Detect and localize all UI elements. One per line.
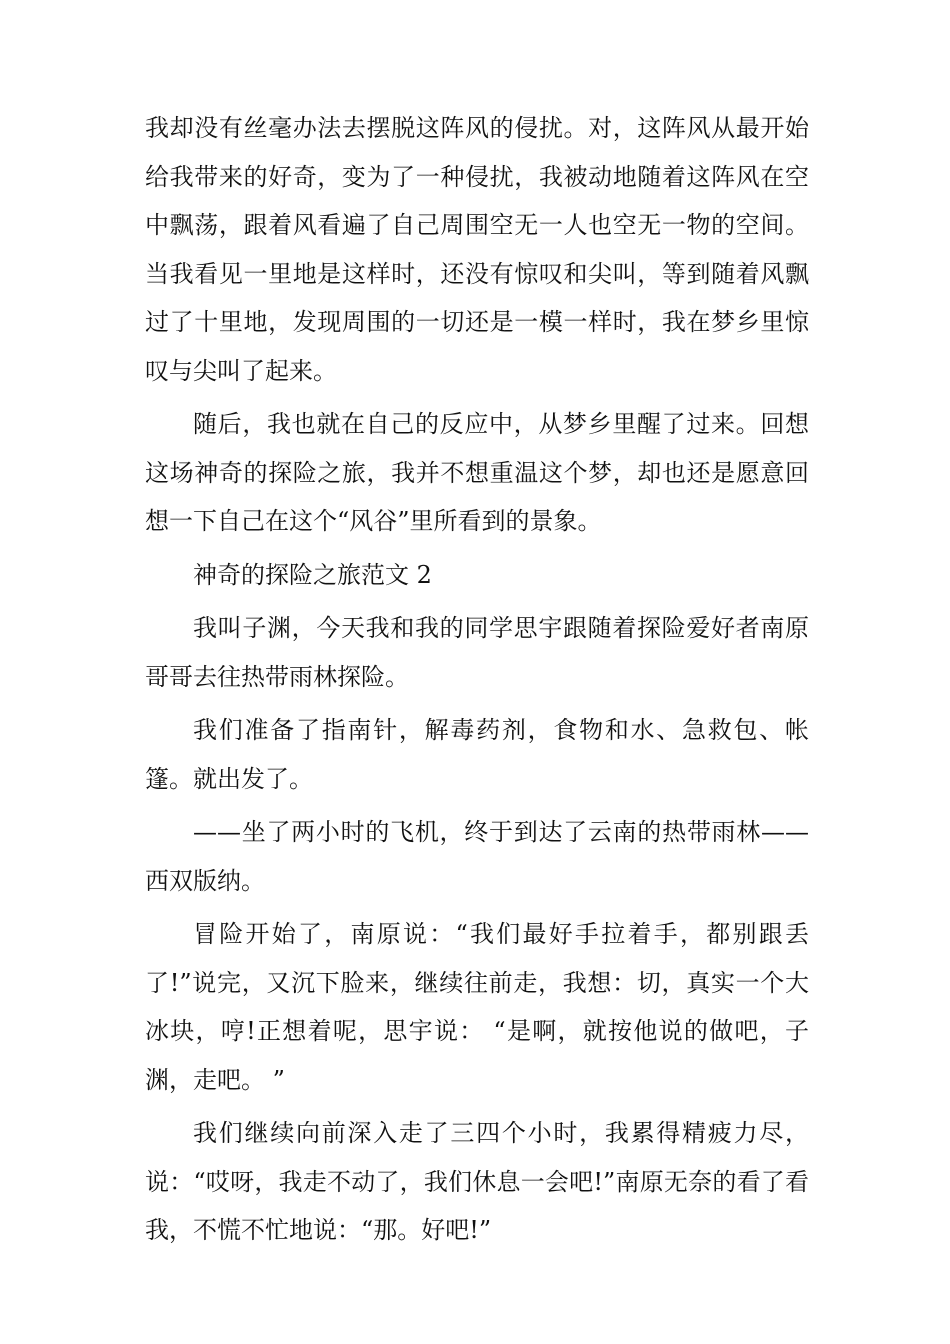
paragraph-2: 随后，我也就在自己的反应中，从梦乡里醒了过来。回想这场神奇的探险之旅，我并不想重温这个梦，却也还是愿意回想一下自己在这个“风谷”里所看到的景象。 [145, 410, 809, 535]
paragraph-6: 冒险开始了，南原说：“我们最好手拉着手，都别跟丢了!”说完，又沉下脸来，继续往前走，我想：切，真实一个大冰块，哼!正想着呢，思宇说： “是啊，就按他说的做吧，子渊，走吧。 ” [145, 920, 809, 1094]
section-heading: 神奇的探险之旅范文 2 [193, 560, 432, 589]
paragraph-3: 我叫子渊，今天我和我的同学思宇跟随着探险爱好者南原哥哥去往热带雨林探险。 [145, 614, 809, 691]
paragraph-7: 我们继续向前深入走了三四个小时，我累得精疲力尽，说：“哎呀，我走不动了，我们休息一会吧!”南原无奈的看了看我，不慌不忙地说：“那。好吧!” [145, 1119, 809, 1244]
paragraph-5: ——坐了两小时的飞机，终于到达了云南的热带雨林——西双版纳。 [145, 818, 809, 895]
paragraph-1: 我却没有丝毫办法去摆脱这阵风的侵扰。对，这阵风从最开始给我带来的好奇，变为了一种侵扰，我被动地随着这阵风在空中飘荡，跟着风看遍了自己周围空无一人也空无一物的空间。当我看见一里地是这样时，还没有惊叹和尖叫，等到随着风飘过了十里地，发现周围的一切还是一模一样时，我在梦乡里惊叹与尖叫了起来。 [145, 114, 809, 385]
paragraph-4: 我们准备了指南针，解毒药剂，食物和水、急救包、帐篷。就出发了。 [145, 716, 809, 793]
document-page [145, 104, 809, 1260]
